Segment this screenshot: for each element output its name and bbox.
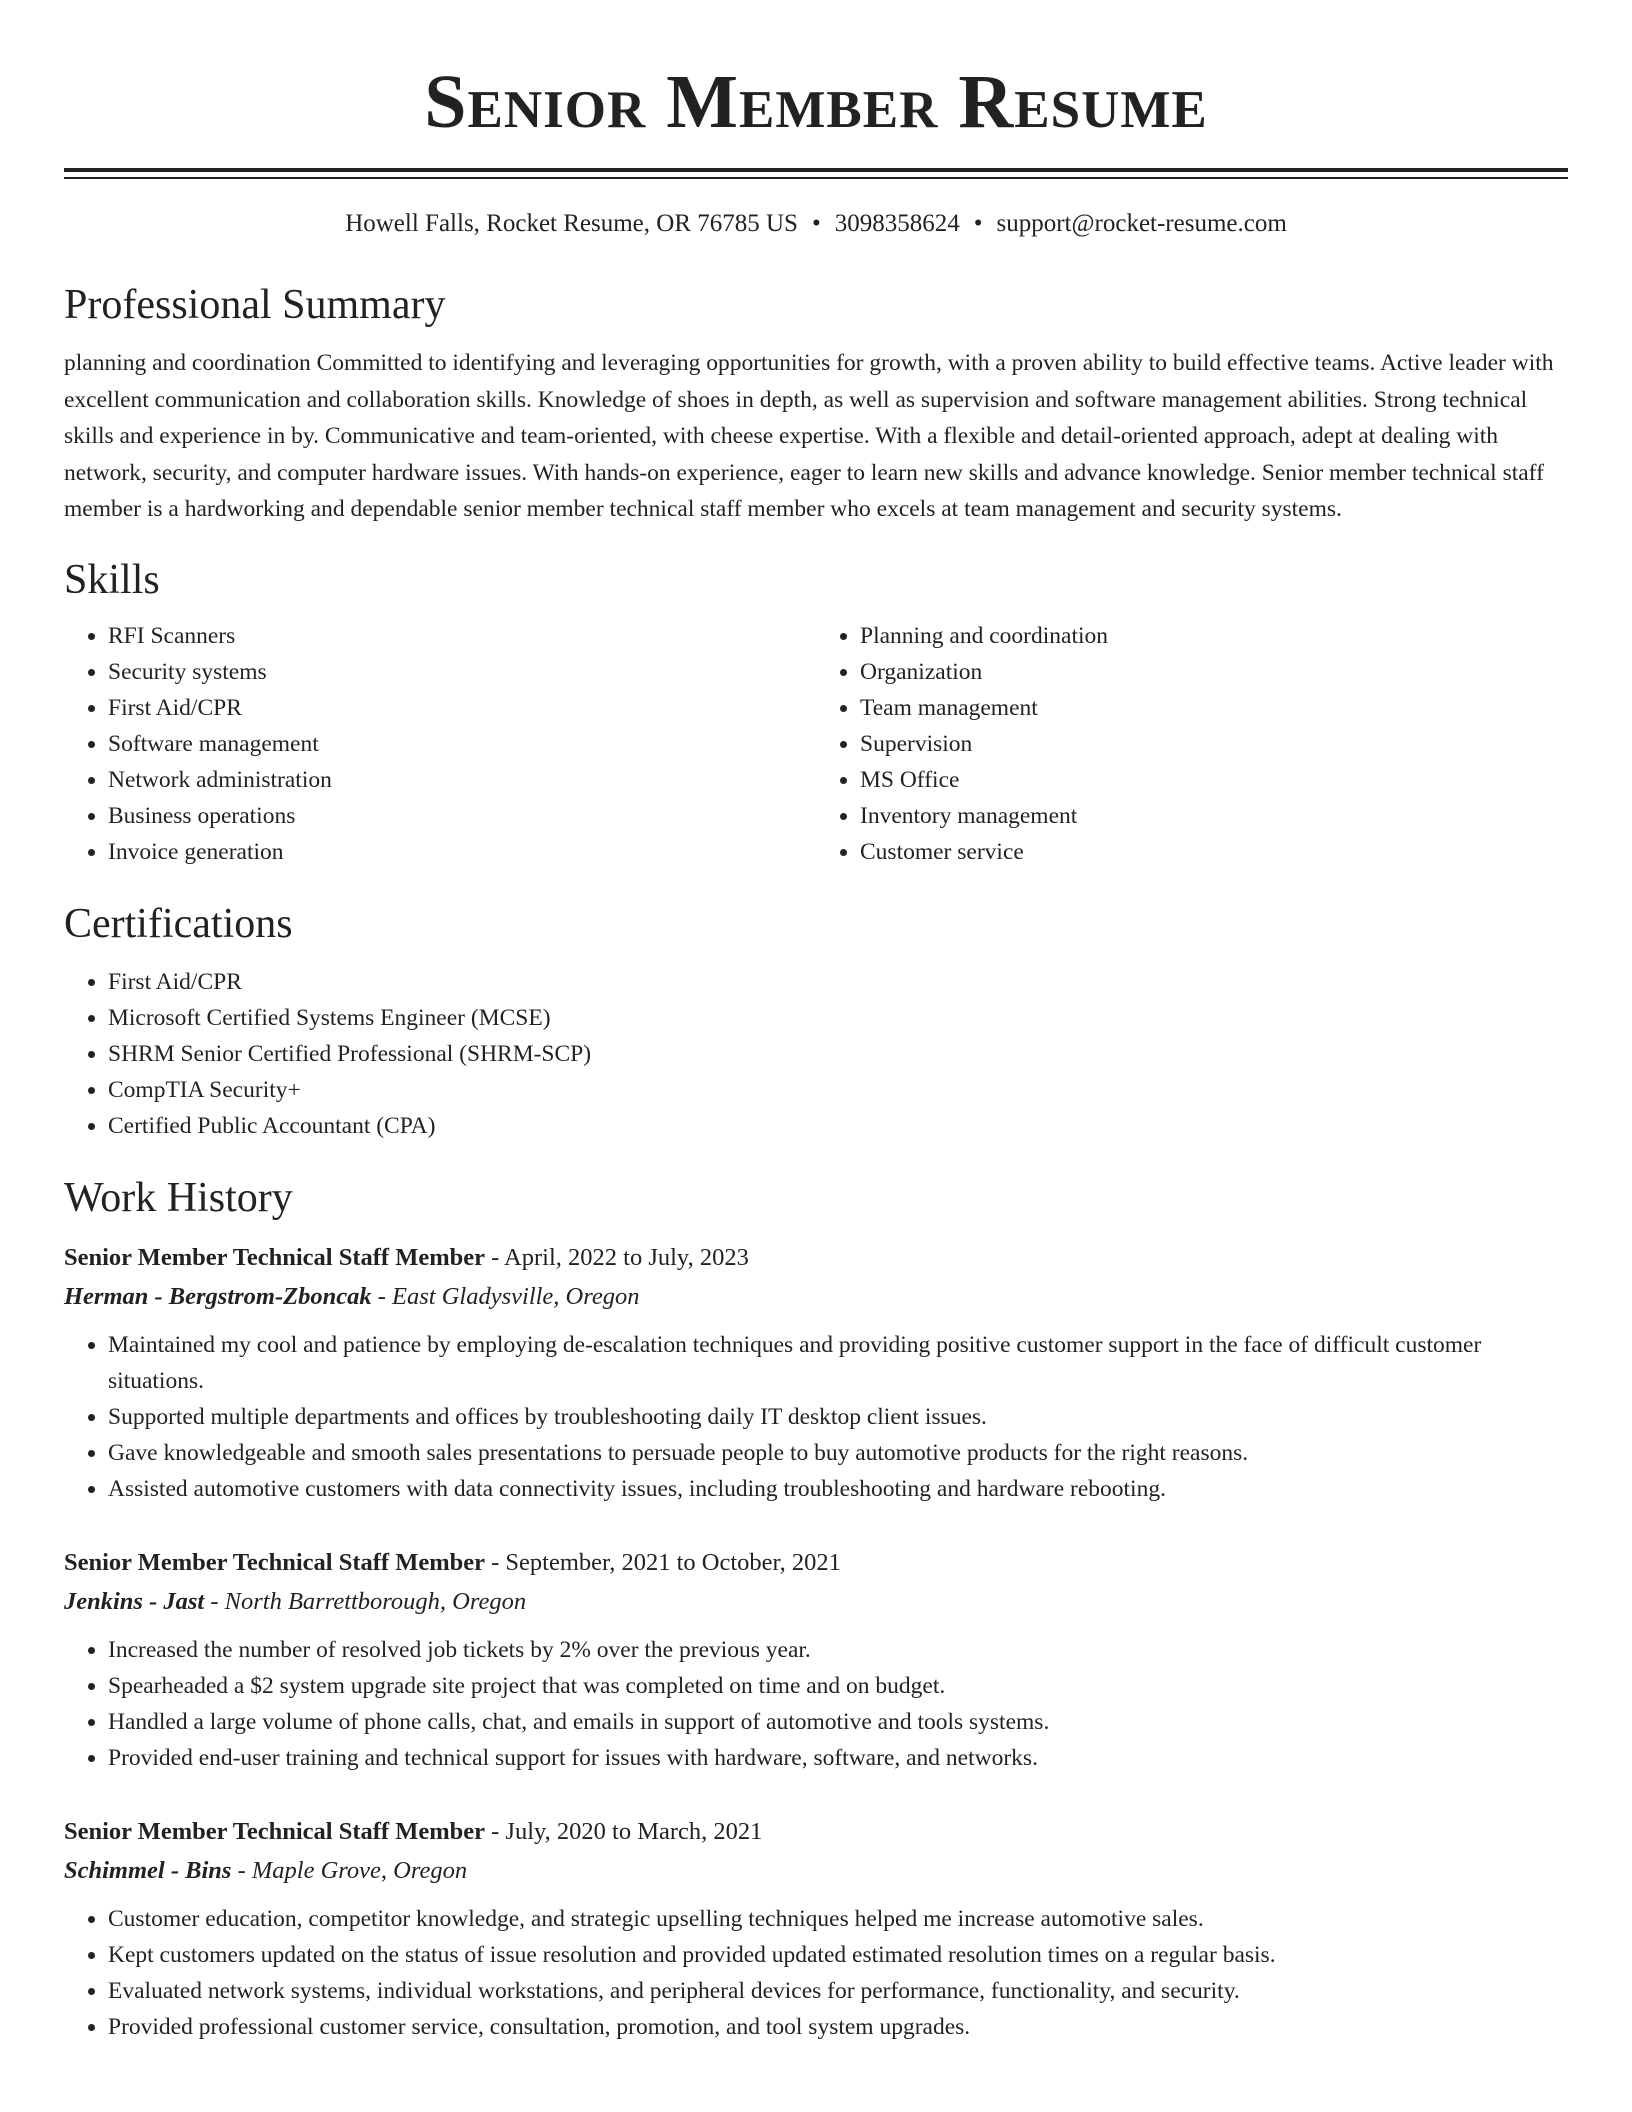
skill-item: • Security systems — [108, 654, 816, 690]
professional-summary-text: planning and coordination Committed to identifying and leveraging opportunities for growth, with a proven ability to build effective teams. Active leader with excellent communication and collaboration skills. Knowledge of shoes in depth, as well as supervision and software management abilities. Strong technical skills and experience in by. Communicative and team-oriented, with cheese expertise. With a flexible and detail-oriented approach, adept at dealing with network, security, and computer hardware issues. With hands-on experience, eager to learn new skills and advance knowledge. Senior member technical staff member is a hardworking and dependable senior member technical staff member who excels at team management and security systems. — [64, 350, 1554, 522]
job-company-line — [64, 1582, 1568, 1621]
job-company: Herman - Bergstrom-Zboncak — [64, 1282, 372, 1310]
job-company-line — [64, 1851, 1568, 1890]
certification-item: • Microsoft Certified Systems Engineer (MCSE) — [108, 1000, 1568, 1036]
professional-summary-section — [64, 279, 1568, 528]
job-title-dash: - — [484, 1243, 505, 1271]
job-company-dash: - — [231, 1856, 252, 1884]
job-title: Senior Member Technical Staff Member — [64, 1243, 485, 1271]
skill-item: • MS Office — [860, 762, 1568, 798]
skill-item: • Invoice generation — [108, 834, 816, 870]
skill-item: • Software management — [108, 726, 816, 762]
job-bullet: • Handled a large volume of phone calls, chat, and emails in support of automotive and tools systems. — [108, 1704, 1568, 1740]
job-location: North Barrettborough, Oregon — [224, 1587, 527, 1615]
job-bullet: • Increased the number of resolved job tickets by 2% over the previous year. — [108, 1632, 1568, 1668]
job-location: Maple Grove, Oregon — [251, 1856, 468, 1884]
work-history-section — [64, 1172, 1568, 2045]
skill-item: • Supervision — [860, 726, 1568, 762]
job-company: Jenkins - Jast — [64, 1587, 205, 1615]
job-bullet: • Spearheaded a $2 system upgrade site project that was completed on time and on budget. — [108, 1668, 1568, 1704]
certification-item: • First Aid/CPR — [108, 964, 1568, 1000]
job-entry — [64, 1543, 1568, 1776]
skill-item: • Team management — [860, 690, 1568, 726]
job-bullet: • Customer education, competitor knowledge, and strategic upselling techniques helped me increase automotive sales. — [108, 1901, 1568, 1937]
certification-item: • Certified Public Accountant (CPA) — [108, 1108, 1568, 1144]
contact-separator: • — [811, 210, 821, 237]
skill-item: • Business operations — [108, 798, 816, 834]
job-title-dash: - — [484, 1548, 506, 1576]
job-company-line — [64, 1277, 1568, 1316]
job-bullets — [64, 1901, 1568, 2045]
title-divider-thick — [64, 168, 1568, 172]
job-bullet: • Provided end-user training and technical support for issues with hardware, software, and networks. — [108, 1740, 1568, 1776]
skills-columns — [64, 618, 1568, 870]
certifications-section — [64, 898, 1568, 1144]
job-bullet: • Provided professional customer service, consultation, promotion, and tool system upgrades. — [108, 2009, 1568, 2045]
job-dates: July, 2020 to March, 2021 — [505, 1817, 763, 1845]
skill-item: • Organization — [860, 654, 1568, 690]
job-bullet: • Kept customers updated on the status of issue resolution and provided updated estimated resolution times on a regular basis. — [108, 1937, 1568, 1973]
skill-item: • Network administration — [108, 762, 816, 798]
job-title-line — [64, 1238, 1568, 1277]
skills-list-right — [816, 618, 1568, 870]
job-title-line — [64, 1812, 1568, 1851]
job-title-dash: - — [484, 1817, 506, 1845]
resume-page — [64, 0, 1568, 2045]
certifications-list — [64, 964, 1568, 1144]
certification-item: • CompTIA Security+ — [108, 1072, 1568, 1108]
job-title: Senior Member Technical Staff Member — [64, 1548, 485, 1576]
skills-heading: Skills — [64, 556, 160, 603]
skills-list-left — [64, 618, 816, 870]
job-company: Schimmel - Bins — [64, 1856, 232, 1884]
certification-item: • SHRM Senior Certified Professional (SHRM-SCP) — [108, 1036, 1568, 1072]
skill-item: • RFI Scanners — [108, 618, 816, 654]
skill-item: • Planning and coordination — [860, 618, 1568, 654]
job-bullets — [64, 1632, 1568, 1776]
job-bullets — [64, 1327, 1568, 1507]
job-dates: April, 2022 to July, 2023 — [504, 1243, 749, 1271]
job-bullet: • Evaluated network systems, individual workstations, and peripheral devices for performance, functionality, and security. — [108, 1973, 1568, 2009]
job-bullet: • Gave knowledgeable and smooth sales presentations to persuade people to buy automotive products for the right reasons. — [108, 1435, 1568, 1471]
title-divider-thin — [64, 177, 1568, 179]
skill-item: • Customer service — [860, 834, 1568, 870]
job-bullet: • Assisted automotive customers with data connectivity issues, including troubleshooting and hardware rebooting. — [108, 1471, 1568, 1507]
contact-address: Howell Falls, Rocket Resume, OR 76785 US — [345, 210, 798, 237]
page-title: Senior Member Resume — [424, 60, 1208, 144]
contact-phone: 3098358624 — [834, 210, 960, 237]
job-dates: September, 2021 to October, 2021 — [505, 1548, 841, 1576]
job-title: Senior Member Technical Staff Member — [64, 1817, 485, 1845]
skills-section — [64, 554, 1568, 870]
contact-line — [64, 209, 1568, 239]
certifications-heading: Certifications — [64, 900, 293, 947]
job-entry — [64, 1812, 1568, 2045]
contact-separator: • — [973, 210, 983, 237]
work-history-heading: Work History — [64, 1174, 293, 1221]
job-company-dash: - — [371, 1282, 393, 1310]
skill-item: • Inventory management — [860, 798, 1568, 834]
contact-email: support@rocket-resume.com — [996, 210, 1287, 237]
job-entry — [64, 1238, 1568, 1507]
job-bullet: • Maintained my cool and patience by employing de-escalation techniques and providing positive customer support in the face of difficult customer situations. — [108, 1327, 1568, 1399]
professional-summary-heading: Professional Summary — [64, 282, 446, 328]
job-bullet: • Supported multiple departments and offices by troubleshooting daily IT desktop client issues. — [108, 1399, 1568, 1435]
job-location: East Gladysville, Oregon — [392, 1282, 640, 1310]
job-title-line — [64, 1543, 1568, 1582]
job-company-dash: - — [204, 1587, 225, 1615]
skill-item: • First Aid/CPR — [108, 690, 816, 726]
